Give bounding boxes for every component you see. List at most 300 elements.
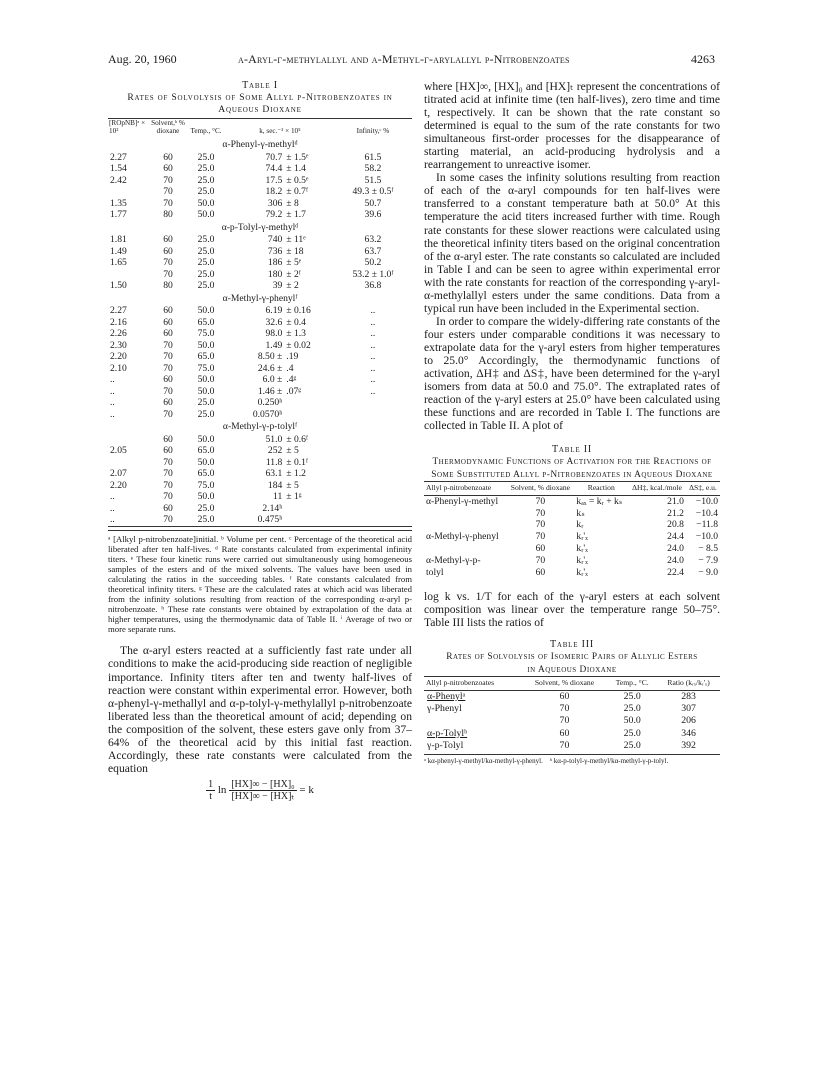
table1-cell: [334, 445, 412, 457]
table2-cell: kᵣ'ₓ: [576, 531, 588, 543]
table1-cell: 60: [163, 151, 173, 163]
table1-cell: ..: [110, 385, 115, 397]
table1-cell: .19: [286, 351, 299, 362]
table1-cell: 60: [163, 316, 173, 328]
table1-cell: 51.5: [364, 174, 382, 186]
table1-cell: 70: [163, 174, 173, 186]
eq-denominator: [HX]∞ − [HX]ₜ: [231, 790, 295, 802]
table1-cell: 50.0: [197, 197, 215, 209]
table1-cell: 1.54: [110, 163, 127, 174]
table1-cell: 2.14ʰ: [262, 502, 283, 514]
table3-header: Solvent, % dioxane: [534, 678, 595, 688]
table3-row: [424, 740, 720, 752]
table1-cell: 25.0: [197, 280, 215, 291]
running-header: [108, 52, 715, 68]
table1-cell: 11.8: [265, 456, 283, 468]
table1-cell: ..: [370, 339, 376, 351]
table1-cell: 25.0: [197, 408, 215, 420]
table3-cell: 25.0: [623, 703, 641, 715]
table3-cell: 25.0: [623, 727, 641, 739]
table1-row: [108, 457, 412, 469]
table1-header: Solvent,ᵇ % dioxane: [151, 119, 185, 135]
table1-cell: 2.07: [110, 468, 127, 479]
table1-cell: 25.0: [197, 174, 215, 186]
table1-cell: 740: [267, 234, 283, 245]
table1-cell: 70: [163, 491, 173, 502]
table1-cell: [284, 397, 334, 409]
table3-caption: Rates of Solvolysis of Isomeric Pairs of Allylic Esters in Aqueous Dioxane: [446, 652, 698, 675]
table1-cell: [334, 514, 412, 526]
table1-cell: 25.0: [197, 257, 215, 268]
table1-row: [108, 351, 412, 363]
table2-cell: −10.0: [695, 495, 718, 507]
table1-cell: 70: [163, 257, 173, 268]
table3-cell: 283: [681, 690, 696, 702]
table1-group-label: α-Methyl-γ-p-tolylᶠ: [222, 421, 298, 432]
table2-row: [424, 508, 720, 520]
table1-cell: ± 8: [286, 197, 299, 209]
table1-row: [108, 186, 412, 198]
table1-cell: 70: [163, 362, 173, 374]
table1-row: [108, 386, 412, 398]
table1-cell: 186: [267, 257, 283, 268]
table1-cell: 70: [163, 186, 173, 197]
table1-cell: 70: [163, 468, 173, 479]
table1-cell: 25.0: [197, 245, 215, 257]
table1-cell: 1.46 ±: [257, 385, 283, 397]
table1-cell: 70.7: [265, 151, 283, 163]
table1-cell: 80: [163, 280, 173, 291]
table2-cell: α-Phenyl-γ-methyl: [426, 495, 499, 507]
table1-cell: 50.0: [197, 491, 215, 502]
table1-row: [108, 468, 412, 480]
table1-cell: 50.0: [197, 209, 215, 220]
table1-cell: 306: [267, 197, 283, 209]
table1-row: [108, 269, 412, 281]
table1-cell: 70: [163, 351, 173, 362]
table2: [424, 481, 720, 578]
table1-cell: 60: [163, 374, 173, 385]
table3-cell: α-Phenylᵃ: [427, 690, 466, 702]
table3-cell: 70: [559, 739, 570, 751]
table1-row: [108, 234, 412, 246]
table1-row: [108, 514, 412, 526]
table1-cell: 6.0 ±: [262, 374, 283, 385]
right-paragraph: where [HX]∞, [HX]₀ and [HX]ₜ represent the concentrations of titrated acid at infinite time (ten half-lives), zero time and time t, respectively. It can be shown that the rate constant so determined is equal to the sum of the rate constants for two simultaneous first-order processes for the disappearance of starting material, an acid-producing hydrolysis and a rearrangement to unreactive isomer.: [424, 80, 720, 172]
table1-cell: 79.2: [265, 209, 283, 220]
table1-cell: 39: [272, 280, 283, 291]
table3-footnotes: [424, 754, 720, 766]
table2-cell: 24.0: [667, 542, 684, 554]
table1-cell: 50.0: [197, 385, 215, 397]
table1-row: [108, 209, 412, 221]
table1-cell: 75.0: [197, 328, 215, 339]
table1-cell: 60: [163, 397, 173, 408]
table1-cell: ± 5ᵉ: [286, 257, 302, 268]
table3-cell: 307: [681, 703, 696, 715]
table1-cell: ± 0.1ᶠ: [286, 456, 308, 468]
table2-cell: −10.0: [695, 531, 718, 543]
table1-cell: ..: [110, 514, 115, 525]
table1-cell: .07ᵍ: [286, 385, 302, 397]
table1-cell: [108, 269, 150, 281]
table3-label: Table III: [549, 639, 595, 651]
table1-cell: 6.19: [265, 305, 283, 316]
table3: [424, 676, 720, 752]
table1-cell: 18.2: [265, 186, 283, 197]
table1-row: [108, 305, 412, 317]
table1-cell: ± 0.5ᵉ: [286, 174, 309, 186]
table1-cell: [284, 409, 334, 421]
table1: [108, 118, 412, 527]
right-paragraph-2: log k vs. 1/T for each of the γ-aryl esters at each solvent composition was linear over the temperature range 50–75°. Table III lists the ratios of: [424, 590, 720, 630]
table1-row: [108, 317, 412, 329]
table1-cell: 60: [163, 502, 173, 514]
table2-row: [424, 543, 720, 555]
table3-cell: 392: [681, 739, 696, 751]
table1-cell: 1.81: [110, 234, 127, 245]
table2-cell: 21.0: [667, 495, 684, 507]
header-title: α-Aryl-γ-methylallyl and α-Methyl-γ-arylallyl p-Nitrobenzoates: [238, 52, 570, 66]
table1-row: [108, 445, 412, 457]
table3-cell: 206: [681, 715, 696, 727]
table2-row: [424, 555, 720, 567]
table1-cell: 51.0: [265, 433, 283, 445]
table1-cell: ..: [370, 328, 376, 339]
table1-row: [108, 363, 412, 375]
table1-header: [ROpNB]ᵃ × 10²: [109, 119, 146, 135]
table1-cell: 2.20: [110, 351, 127, 362]
table1-cell: [334, 457, 412, 469]
table3-cell: γ-Phenyl: [427, 703, 462, 715]
table2-cell: 24.4: [667, 531, 684, 543]
table1-cell: 1.49: [265, 339, 283, 351]
table2-cell: − 9.0: [698, 566, 718, 578]
table1-cell: 2.27: [110, 151, 127, 163]
table1-row: [108, 175, 412, 187]
table3-cell: 346: [681, 727, 696, 739]
header-page-number: 4263: [691, 52, 715, 66]
table1-cell: 0.250ʰ: [257, 397, 283, 408]
table3-footnote-a: ᵃ kα-phenyl-γ-methyl/kα-methyl-γ-phenyl.: [424, 757, 543, 765]
right-paragraph: In order to compare the widely-differing rate constants of the four esters under comparable conditions it was necessary to extrapolate data for the γ-aryl esters from higher temperatures to 25.0° Accordingly, the thermodynamic functions of activation, ΔH‡ and ΔS‡, have been determined for the γ-aryl isomers from data at 50.0 and 75.0°. The extraplated rates of reaction of the γ-aryl esters at 25.0° have been calculated using these functions and are recorded in Table I. The functions are collected in Table II. A plot of: [424, 314, 720, 433]
table1-row: [108, 163, 412, 175]
table1-cell: 58.2: [364, 163, 382, 174]
table1-cell: 60: [163, 234, 173, 245]
table1-cell: [284, 514, 334, 526]
table2-row: [424, 495, 720, 507]
header-date: Aug. 20, 1960: [108, 52, 177, 66]
table2-cell: [424, 508, 506, 520]
table2-cell: 70: [535, 554, 546, 566]
table1-cell: 65.0: [197, 316, 215, 328]
table1-cell: [334, 409, 412, 421]
table1-cell: 1.65: [110, 257, 127, 268]
table1-cell: 39.6: [364, 209, 382, 220]
table1-cell: 11: [273, 491, 283, 502]
table1-cell: 24.6 ±: [257, 362, 283, 374]
table1-row: [108, 434, 412, 446]
table1-cell: 184: [267, 479, 283, 491]
table1-cell: ± 0.16: [286, 305, 311, 316]
table2-cell: 21.2: [667, 507, 684, 519]
table2-cell: α-Methyl-γ-phenyl: [426, 531, 499, 543]
table1-cell: [334, 491, 412, 503]
table2-cell: − 8.5: [698, 542, 718, 554]
table1-cell: 2.26: [110, 328, 127, 339]
table2-cell: kᵣ'ₓ: [576, 542, 588, 554]
table1-cell: ..: [110, 374, 115, 385]
table1-cell: 17.5: [265, 174, 283, 186]
table3-row: [424, 703, 720, 715]
table1-cell: 1.50: [110, 280, 127, 291]
table2-caption: Thermodynamic Functions of Activation for the Reactions of Some Substituted Allyl p-Nitrobenzoates in Aqueous Dioxane: [431, 457, 713, 480]
table1-cell: [334, 468, 412, 480]
table2-cell: 70: [535, 519, 546, 531]
table1-cell: ..: [110, 408, 115, 420]
table3-cell: 50.0: [623, 715, 641, 727]
table1-cell: 60: [163, 328, 173, 339]
table1-cell: 63.2: [364, 234, 382, 245]
table1-cell: 63.7: [364, 245, 382, 257]
table1-cell: ± 1.4: [286, 163, 306, 174]
table3-footnote-b: ᵇ kα-p-tolyl-γ-methyl/kα-methyl-γ-p-tolyl.: [549, 757, 669, 765]
table1-cell: 8.50 ±: [257, 351, 283, 362]
eq-lhs-den: t: [209, 790, 213, 802]
table1-cell: ..: [110, 491, 115, 502]
table1-cell: 32.6: [265, 316, 283, 328]
table2-cell: [424, 519, 506, 531]
table1-cell: [284, 503, 334, 515]
table1-cell: 50.0: [197, 456, 215, 468]
table2-cell: kᵣ'ₓ: [576, 566, 588, 578]
table2-row: [424, 519, 720, 531]
table1-cell: ± 1.3: [286, 328, 306, 339]
table1-cell: 50.2: [364, 257, 382, 268]
table3-cell: [424, 715, 522, 727]
table2-cell: 70: [535, 507, 546, 519]
table3-row: [424, 690, 720, 703]
table1-cell: 65.0: [197, 445, 215, 456]
table1-group-label: α-p-Tolyl-γ-methylᵈ: [221, 221, 299, 233]
table1-label: Table I: [242, 80, 278, 91]
table1-row: [108, 503, 412, 515]
table1-cell: ± 1ᵍ: [286, 491, 302, 502]
table2-cell: kᵣ'ₓ: [576, 554, 588, 566]
table1-group-label: α-Phenyl-γ-methylᵈ: [222, 139, 298, 150]
table1-cell: ± 5: [286, 445, 299, 456]
table1-cell: ± 1.7: [286, 209, 306, 220]
table1-row: [108, 491, 412, 503]
table1-cell: 2.27: [110, 305, 127, 316]
left-column: [108, 80, 412, 802]
table2-cell: −11.8: [696, 519, 718, 531]
table1-cell: 180: [267, 268, 283, 280]
table1-cell: 70: [163, 339, 173, 351]
table1-cell: 50.7: [364, 197, 382, 209]
table1-cell: 2.05: [110, 445, 127, 456]
table2-cell: 70: [535, 531, 546, 543]
table1-cell: 25.0: [197, 163, 215, 174]
table1-cell: 70: [163, 514, 173, 525]
table1-cell: 70: [163, 268, 173, 280]
table1-cell: ..: [370, 385, 376, 397]
table3-cell: α-p-Tolylᵇ: [427, 727, 468, 739]
table1-cell: 25.0: [197, 397, 215, 408]
table1-row: [108, 480, 412, 492]
table1-cell: 36.8: [364, 280, 382, 291]
table3-header: Allyl p-nitrobenzoates: [426, 678, 495, 688]
eq-ln: ln: [217, 783, 227, 796]
table1-cell: ..: [370, 316, 376, 328]
table2-cell: kᵣ: [576, 519, 584, 531]
table2-cell: kₛ: [576, 507, 585, 519]
table3-cell: 60: [559, 727, 570, 739]
table2-header: Solvent, % dioxane: [510, 483, 571, 493]
table2-cell: − 7.9: [698, 554, 718, 566]
table3-cell: 25.0: [623, 690, 641, 702]
table1-cell: 49.3 ± 0.5ᶠ: [352, 186, 394, 197]
table1-cell: 1.77: [110, 209, 127, 220]
table1-cell: [108, 457, 150, 469]
table1-header: Infinity,ᶜ %: [356, 127, 390, 135]
table2-cell: 20.8: [667, 519, 684, 531]
table1-cell: 63.1: [265, 468, 283, 479]
table1-cell: 65.0: [197, 351, 215, 362]
table2-cell: 70: [535, 495, 546, 507]
table1-row: [108, 246, 412, 258]
table3-cell: γ-p-Tolyl: [427, 739, 464, 751]
table1-row: [108, 340, 412, 352]
table2-header: Allyl p-nitrobenzoate: [426, 483, 492, 493]
table2-cell: 24.0: [667, 554, 684, 566]
table1-cell: 736: [267, 245, 283, 257]
table1-cell: [108, 186, 150, 198]
table1-cell: ± 1.2: [286, 468, 306, 479]
table1-cell: 70: [163, 456, 173, 468]
table1-cell: 25.0: [197, 502, 215, 514]
table2-row: [424, 567, 720, 579]
table1-cell: 70: [163, 197, 173, 209]
table1-cell: ..: [110, 397, 115, 408]
table1-cell: [108, 434, 150, 446]
table1-cell: 0.475ʰ: [257, 514, 283, 525]
table1-cell: 2.42: [110, 174, 127, 186]
table2-row: [424, 531, 720, 543]
table1-cell: 75.0: [197, 362, 215, 374]
table1-cell: ± 11ᵉ: [286, 234, 306, 245]
table1-cell: ± 0.02: [286, 339, 311, 351]
table1-cell: ± 0.6ᶠ: [286, 433, 308, 445]
table1-cell: 0.0570ʰ: [252, 408, 283, 420]
table1-cell: 53.2 ± 1.0ᶠ: [352, 268, 394, 280]
table2-header: ΔH‡, kcal./mole: [632, 483, 682, 493]
table1-cell: 50.0: [197, 339, 215, 351]
table1-cell: 50.0: [197, 374, 215, 385]
table1-caption: Rates of Solvolysis of Some Allyl p-Nitrobenzoates in Aqueous Dioxane: [127, 92, 393, 115]
table2-cell: 22.4: [667, 566, 684, 578]
table1-cell: ..: [370, 362, 376, 374]
table1-cell: 25.0: [197, 234, 215, 245]
table1-row: [108, 397, 412, 409]
right-paragraph: In some cases the infinity solutions resulting from reaction of each of the α-aryl compounds for ten half-lives were transferred to a constant temperature bath at 50.0° At this temperature the acid titers increased further with time. Rough rate constants for these slower reactions were calculated using the theoretical infinity titers based on the original concentration of the α-aryl ester. The rate constants so calculated are included in Table I and can be seen to agree within experimental error with the rate constants for reaction of the corresponding γ-aryl-α-methylallyl esters under the same conditions. Data from a typical run have been included in the Experimental section.: [424, 171, 720, 315]
eq-rhs: = k: [299, 783, 314, 796]
table2-header: Reaction: [587, 483, 615, 493]
table1-cell: 70: [163, 408, 173, 420]
table3-cell: 70: [559, 703, 570, 715]
table1-cell: 60: [163, 163, 173, 174]
table1-cell: 65.0: [197, 468, 215, 479]
table2-cell: 60: [535, 566, 546, 578]
table1-cell: 60: [163, 245, 173, 257]
table1-cell: ± 1.5ᵉ: [286, 151, 309, 163]
table1-cell: 70: [163, 385, 173, 397]
table1-cell: 74.4: [265, 163, 283, 174]
table1-cell: 25.0: [197, 151, 215, 163]
table2-cell: α-Methyl-γ-p-: [426, 554, 481, 566]
table1-header: k, sec.⁻¹ × 10⁵: [259, 127, 301, 135]
table3-header: Ratio (kᵣₓ/kᵣ'ₓ): [667, 678, 710, 688]
table1-cell: [334, 434, 412, 446]
table1-row: [108, 152, 412, 164]
table1-cell: 2.16: [110, 316, 127, 328]
table1-cell: 60: [163, 433, 173, 445]
table3-row: [424, 715, 720, 727]
table1-cell: 2.20: [110, 479, 127, 491]
table1-cell: [334, 503, 412, 515]
table1-cell: 98.0: [265, 328, 283, 339]
table1-cell: [334, 397, 412, 409]
table1-cell: ± 2ᶠ: [286, 268, 301, 280]
table1-row: [108, 374, 412, 386]
table1-cell: 2.10: [110, 362, 127, 374]
table1-row: [108, 257, 412, 269]
table2-cell: kₐₓ = kᵣ + kₛ: [576, 495, 623, 507]
table3-row: [424, 728, 720, 740]
left-paragraph: The α-aryl esters reacted at a sufficiently fast rate under all conditions to make the acid-producing side reaction of negligible importance. Infinity titers after ten and twenty half-lives of reaction were constant within experimental error. However, both α-phenyl-γ-methallyl and α-p-tolyl-γ-methylallyl p-nitrobenzoate liberated less than the theoretical amount of acid; depending on the composition of the solvent, these esters gave only from 37–64% of the theoretical acid by this initial fast reaction. Accordingly, these rate constants were calculated from the equation: [108, 644, 412, 775]
table1-cell: 1.49: [110, 245, 127, 257]
table2-cell: −10.4: [695, 507, 718, 519]
table3-cell: 70: [559, 715, 570, 727]
table1-cell: 1.35: [110, 197, 127, 209]
table2-cell: 60: [535, 542, 546, 554]
table1-cell: 25.0: [197, 514, 215, 525]
table1-cell: ± 0.4: [286, 316, 306, 328]
table1-cell: [334, 480, 412, 492]
table1-row: [108, 409, 412, 421]
table3-header: Temp., °C.: [615, 678, 649, 688]
right-column: [424, 80, 720, 766]
table2-label: Table II: [552, 444, 592, 456]
table1-header: Temp., °C.: [190, 127, 222, 135]
table1-cell: ..: [370, 305, 376, 316]
table1-cell: ..: [110, 502, 115, 514]
table3-cell: 60: [559, 690, 570, 702]
table1-group-label: α-Methyl-γ-phenylᶠ: [222, 292, 298, 304]
table1-cell: 2.30: [110, 339, 127, 351]
eq-numerator: [HX]∞ − [HX]₀: [231, 778, 295, 790]
table1-cell: 61.5: [364, 151, 382, 163]
table1-row: [108, 198, 412, 210]
eq-lhs-num: 1: [208, 778, 214, 790]
table1-cell: 75.0: [197, 479, 215, 491]
table1-cell: ± 5: [286, 479, 299, 491]
table1-cell: 60: [163, 445, 173, 456]
table1-cell: 70: [163, 479, 173, 491]
table1-cell: 25.0: [197, 268, 215, 280]
table2-cell: tolyl: [426, 566, 444, 578]
table1-cell: ± 2: [286, 280, 299, 291]
